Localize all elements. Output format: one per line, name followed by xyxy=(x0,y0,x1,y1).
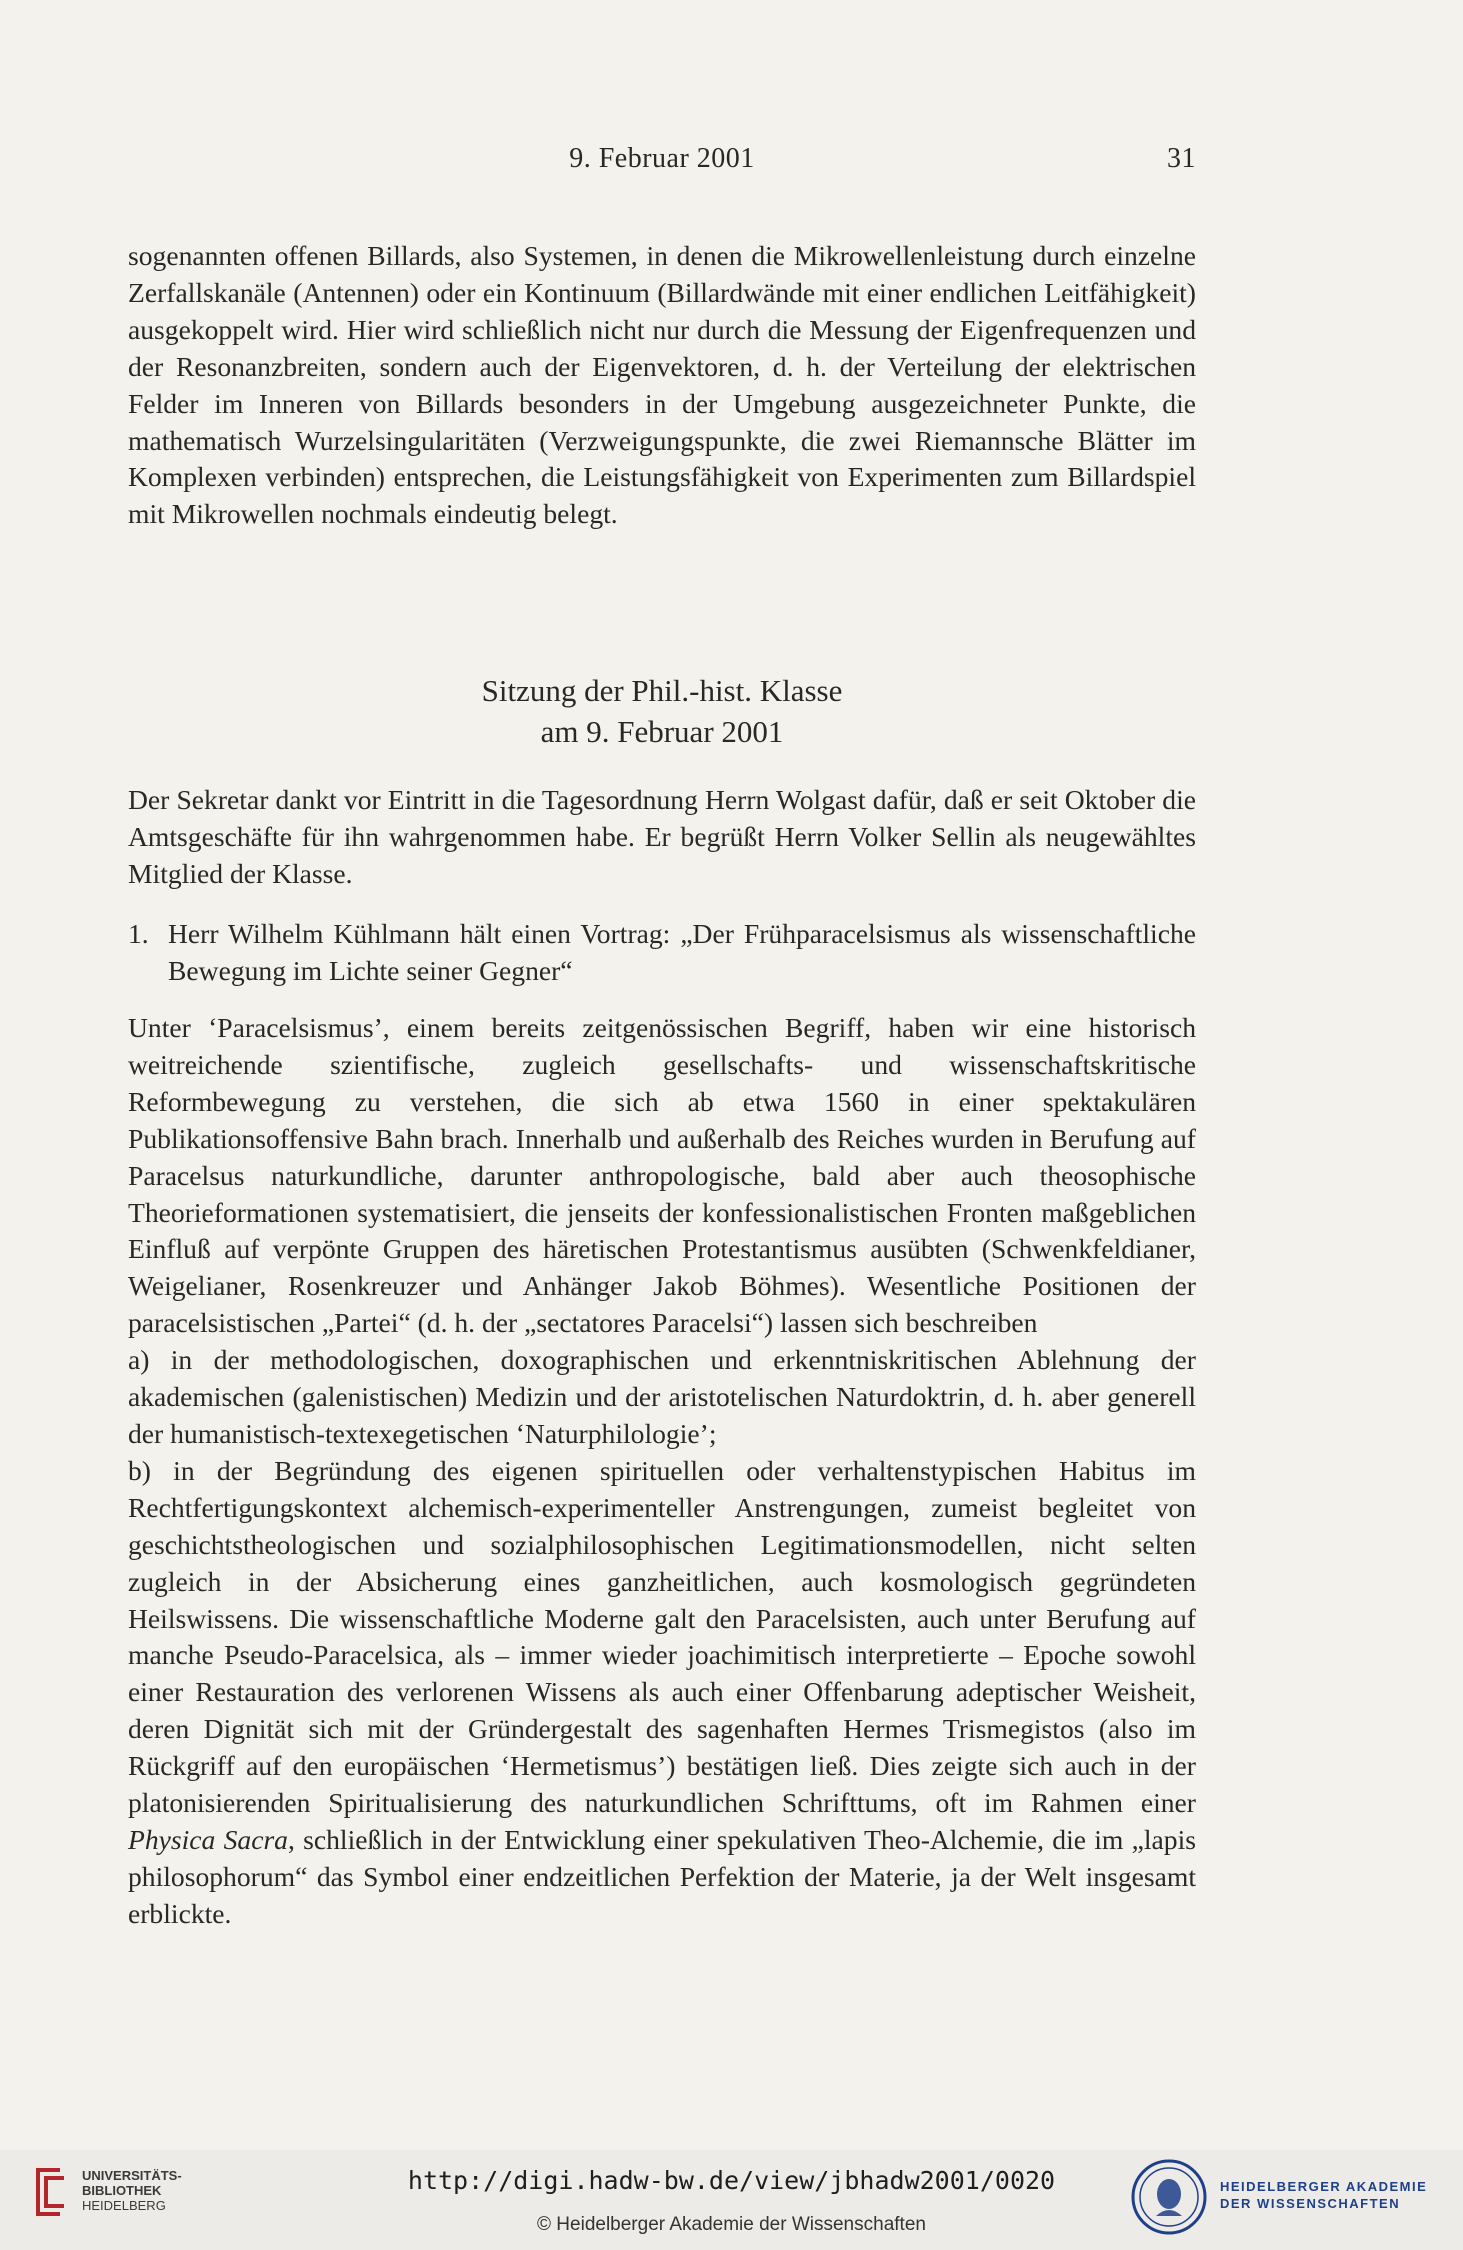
permalink-url[interactable]: http://digi.hadw-bw.de/view/jbhadw2001/0020 xyxy=(407,2166,1056,2195)
agenda-item-text: Herr Wilhelm Kühlmann hält einen Vortrag: „Der Frühparacelsismus als wissenschaftliche Bewegung im Lichte seiner Gegner“ xyxy=(168,918,1196,986)
intro-paragraph-block xyxy=(128,238,1196,533)
running-title: 9. Februar 2001 xyxy=(569,143,755,174)
announcement-paragraph: Der Sekretar dankt vor Eintritt in die Tagesordnung Herrn Wolgast dafür, daß er seit Oktober die Amtsgeschäfte für ihn wahrgenommen habe. Er begrüßt Herrn Volker Sellin als neugewähltes Mitglied der Klasse. xyxy=(128,784,1196,889)
running-header xyxy=(128,143,1196,183)
agenda-item-1 xyxy=(128,916,1196,990)
abstract-block xyxy=(128,1010,1196,1933)
copyright-notice: © Heidelberger Akademie der Wissenschaften xyxy=(537,2214,926,2235)
abstract-intro: Unter ‘Paracelsismus’, einem bereits zeitgenössischen Begriff, haben wir eine historisch weitreichende szientifische, zugleich gesellschafts- und wissenschaftskritische Reformbewegung zu verstehen, die sich ab etwa 1560 in einer spektakulären Publikationsoffensive Bahn brach. Innerhalb und außerhalb des Reiches wurden in Berufung auf Paracelsus naturkundliche, darunter anthropologische, bald aber auch theosophische Theorieformationen systematisiert, die jenseits der konfessionalistischen Fronten maßgeblichen Einfluß auf verpönte Gruppen des häretischen Protestantismus ausübten (Schwenkfeldianer, Weigelianer, Rosenkreuzer und Anhänger Jakob Böhmes). Wesentliche Positionen der paracelsistischen „Partei“ (d. h. der „sectatores Paracelsi“) lassen sich beschreiben xyxy=(128,1012,1196,1339)
abstract-point-b-text: b) in der Begründung des eigenen spirituellen oder verhaltenstypischen Habitus im Rechtfertigungskontext alchemisch-experimenteller Anstrengungen, zumeist begleitet von geschichtstheologischen und sozialphilosophischen Legitimationsmodellen, nicht selten zugleich in der Absicherung eines ganzheitlichen, auch kosmologisch gegründeten Heilswissens. Die wissenschaftliche Moderne galt den Paracelsisten, auch unter Berufung auf manche Pseudo-Paracelsica, als – immer wieder joachimitisch interpretierte – Epoche sowohl einer Restauration des verlorenen Wissens als auch einer Offenbarung adeptischer Weisheit, deren Dignität sich mit der Gründergestalt des sagenhaften Hermes Trismegistos (also im Rückgriff auf den europäischen ‘Hermetismus’) bestätigen ließ. Dies zeigte sich auch in der platonisierenden Spiritualisierung des naturkundlichen Schrifttums, oft im Rahmen einer xyxy=(128,1454,1196,1819)
abstract-point-b xyxy=(128,1453,1196,1933)
library-line1: UNIVERSITÄTS- xyxy=(82,2168,182,2183)
announcement-block xyxy=(128,782,1196,893)
agenda-item-number: 1. xyxy=(128,918,149,949)
abstract-point-b-italic-title: Physica Sacra xyxy=(128,1823,288,1855)
digitization-footer xyxy=(0,2150,1463,2250)
library-line3: HEIDELBERG xyxy=(82,2198,166,2213)
academy-line2: DER WISSENSCHAFTEN xyxy=(1220,2196,1401,2211)
academy-name xyxy=(1220,2178,1427,2212)
page-number: 31 xyxy=(1167,143,1196,174)
intro-paragraph: sogenannten offenen Billards, also Systemen, in denen die Mikrowellenleistung durch einzelne Zerfallskanäle (Antennen) oder ein Kontinuum (Billardwände mit einer endlichen Leitfähigkeit) ausgekoppelt wird. Hier wird schließlich nicht nur durch die Messung der Eigenfrequenzen und der Resonanzbreiten, sondern auch der Eigenvektoren, d. h. der Verteilung der elektrischen Felder im Inneren von Billards besonders in der Umgebung ausgezeichneter Punkte, die mathematisch Wurzelsingularitäten (Verzweigungspunkte, die zwei Riemannsche Blätter im Komplexen verbinden) entsprechen, die Leistungsfähigkeit von Experimenten zum Billardspiel mit Mikrowellen nochmals eindeutig belegt. xyxy=(128,240,1196,530)
abstract-point-a: a) in der methodologischen, doxographischen und erkenntniskritischen Ablehnung der akademischen (galenistischen) Medizin und der aristotelischen Naturdoktrin, d. h. aber generell der humanistisch-textexegetischen ‘Naturphilologie’; xyxy=(128,1344,1196,1449)
academy-seal-icon xyxy=(1130,2158,1208,2236)
section-heading xyxy=(128,670,1196,752)
section-heading-line1: Sitzung der Phil.-hist. Klasse xyxy=(481,673,843,708)
academy-line1: HEIDELBERGER AKADEMIE xyxy=(1220,2179,1428,2194)
abstract-point-b-text-end: , schließlich in der Entwicklung einer spekulativen Theo-Alchemie, die im „lapis philosophorum“ das Symbol einer endzeitlichen Perfektion der Materie, ja der Welt insgesamt erblickte. xyxy=(128,1823,1196,1929)
section-heading-line2: am 9. Februar 2001 xyxy=(540,714,784,749)
library-line2: BIBLIOTHEK xyxy=(82,2183,162,2198)
